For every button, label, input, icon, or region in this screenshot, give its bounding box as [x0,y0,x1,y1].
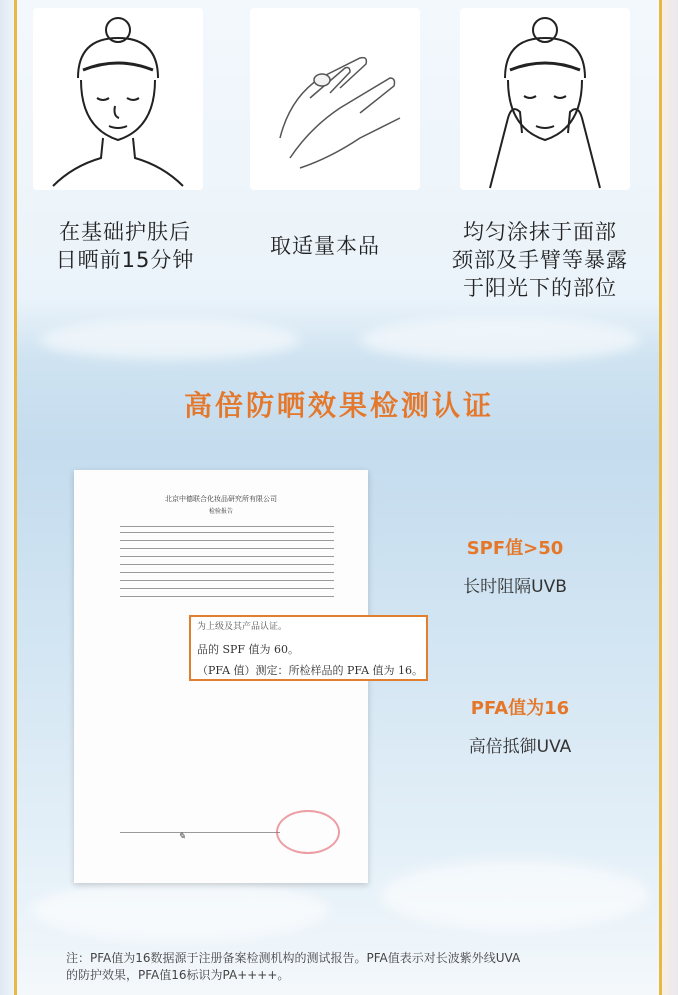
cloud [380,860,650,930]
step2-text [235,232,415,260]
callout-pfa-text: （PFA 值）测定：所检样品的 PFA 值为 16。 [197,664,424,677]
report-rule [120,564,334,565]
spf-stat-title: SPF值>50 [466,538,564,559]
report-rule [120,548,334,549]
cloud [40,320,300,360]
cloud [360,318,640,362]
footnote [66,950,626,984]
report-rule [120,596,334,597]
right-edge-decoration [662,0,678,995]
report-rule [120,540,334,541]
step3-text [430,218,650,302]
left-gold-border [14,0,17,995]
report-rule [120,580,334,581]
report-callout [189,615,428,681]
step3-text-line: 于阳光下的部位 [463,276,617,300]
callout-spf-text: 品的 SPF 值为 60。 [197,643,300,656]
hands-icon [250,8,420,190]
step1-text [35,218,215,274]
report-rule [120,526,334,527]
report-signature-line [120,832,280,833]
step1-illustration [33,8,203,190]
signature: ✎ [178,832,186,842]
report-subtitle: 检验报告 [208,508,233,515]
step1-text-line: 在基础护肤后 [59,220,191,244]
footnote-line: 的防护效果，PFA值16标识为PA++++。 [66,968,290,982]
left-edge-decoration [0,0,14,995]
face-icon [33,8,203,190]
report-rule [120,572,334,573]
step1-text-line: 日晒前15分钟 [55,248,195,272]
face-apply-icon [460,8,630,190]
step3-illustration [460,8,630,190]
step3-text-line: 均匀涂抹于面部 [463,220,617,244]
footnote-line: 注：PFA值为16数据源于注册备案检测机构的测试报告。PFA值表示对长波紫外线UVA [66,951,521,965]
callout-top-text: 为上级及其产品认证。 [197,622,288,632]
report-rule [120,556,334,557]
step2-text-line: 取适量本品 [270,234,380,258]
pfa-stat-title: PFA值为16 [470,698,570,719]
red-stamp [276,810,340,854]
right-gold-border [659,0,662,995]
cloud [30,880,330,940]
step3-text-line: 颈部及手臂等暴露 [452,248,628,272]
report-rule [120,532,334,533]
report-title: 北京中德联合化妆品研究所有限公司 [165,495,277,503]
section-title: 高倍防晒效果检测认证 [183,389,494,422]
pfa-stat-subtitle: 高倍抵御UVA [468,737,572,757]
spf-stat-subtitle: 长时阻隔UVB [463,577,567,597]
step2-illustration [250,8,420,190]
report-rule [120,588,334,589]
